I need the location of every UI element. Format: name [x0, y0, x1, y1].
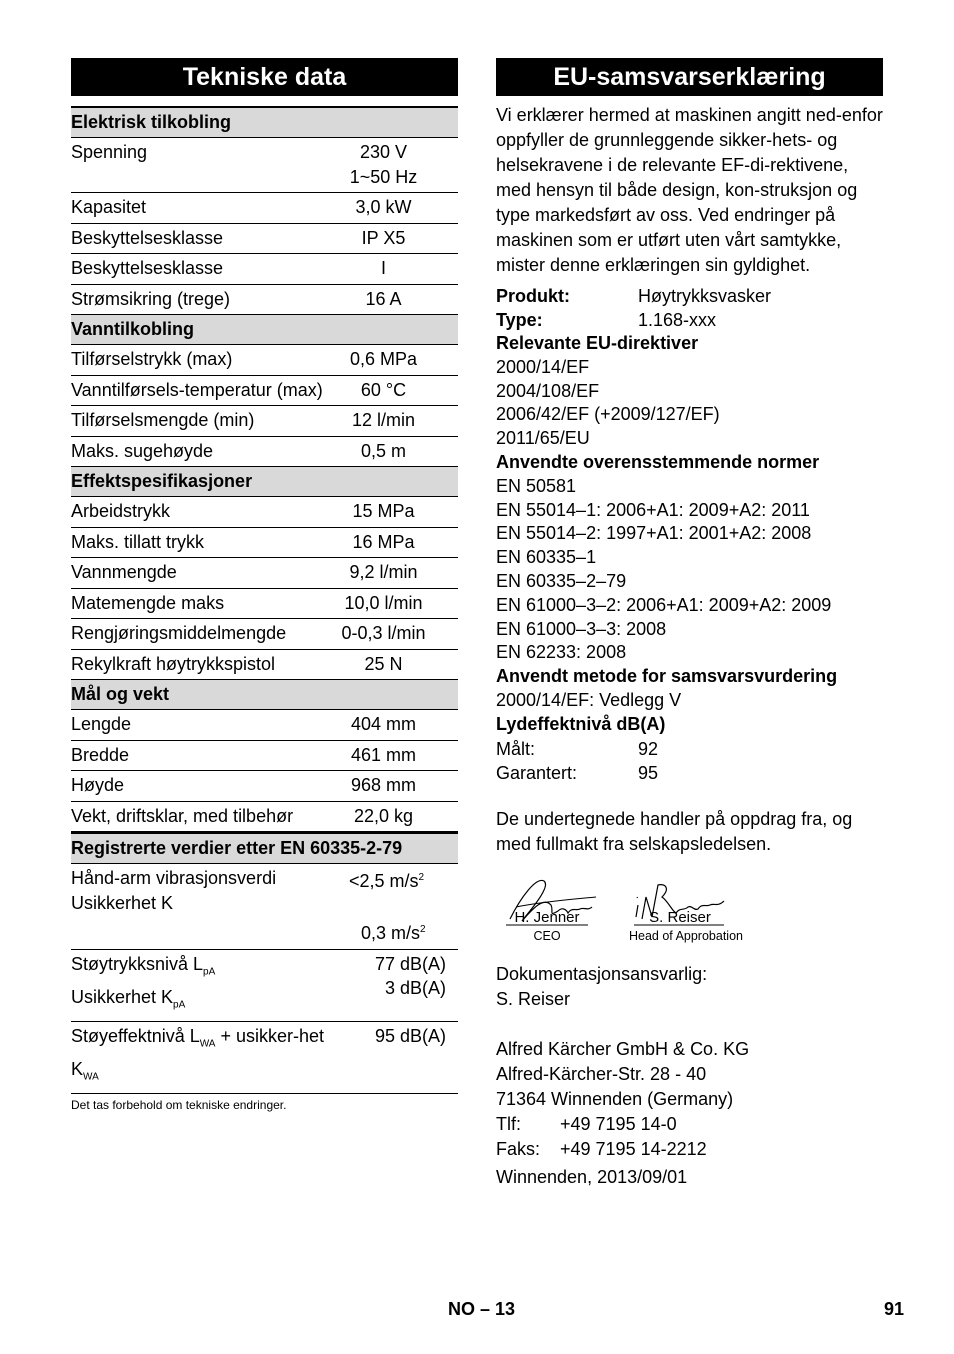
row-value: 3,0 kW	[355, 197, 412, 217]
row-value: 461 mm	[350, 744, 417, 765]
row-label: Maks. tillatt trykk	[71, 531, 205, 552]
table-row: Støyeffektnivå $L_{WA}$ + usikker-het $K_{WA}$ 95 dB(A)	[71, 1022, 458, 1094]
declaration-intro: Vi erklærer hermed at maskinen angitt ned-enfor oppfyller de grunnleggende sikker-hets- og helsekravene i de relevante EF-di-rektivene, med hensyn til både design, kon-struksjon og type markedsført av oss. Ved endringer på maskinen som er utført uten vårt samtykke, mister denne erklæringen sin gyldighet.	[496, 105, 883, 275]
table-row	[71, 285, 458, 316]
norms-heading: Anvendte overensstemmende normer	[496, 451, 820, 472]
list-item: 2004/108/EF	[496, 380, 600, 401]
list-item: EN 62233: 2008	[496, 642, 627, 663]
sound-heading: Lydeffektnivå dB(A)	[496, 713, 666, 734]
table-row	[71, 254, 458, 285]
table-row	[71, 589, 458, 620]
table-row	[71, 497, 458, 528]
row-label: Strømsikring (trege)	[71, 288, 231, 309]
table-row	[71, 224, 458, 255]
method-value: 2000/14/EF: Vedlegg V	[496, 689, 682, 710]
row-label: Beskyttelsesklasse	[71, 227, 224, 248]
table-row: Hånd-arm vibrasjonsverdi Usikkerhet K <2,5 $m/s^2$ 0,3 $m/s^2$	[71, 864, 458, 950]
row-value: 60 °C	[360, 379, 407, 400]
row-value: 968 mm	[350, 775, 417, 795]
fax-row: Faks: +49 7195 14-2212	[496, 1138, 707, 1159]
measured-row: Målt: 92	[496, 738, 659, 759]
row-label: Spenning	[71, 142, 148, 162]
registered-values-heading: Registrerte verdier etter EN 60335-2-79	[71, 832, 458, 864]
row-label: Lengde	[71, 714, 132, 734]
row-label: Kapasitet	[71, 197, 147, 217]
row-value: IP X5	[361, 227, 406, 248]
signer1-role: CEO	[533, 928, 561, 943]
list-item: 2011/65/EU	[496, 428, 590, 449]
row-value: 230 V 1~50 Hz	[349, 142, 418, 187]
row-label: Beskyttelsesklasse	[71, 258, 224, 278]
row-label: Bredde	[71, 744, 130, 765]
table-row	[71, 406, 458, 437]
row-value: 404 mm	[350, 714, 417, 734]
signature-block	[496, 867, 883, 959]
company-city: 71364 Winnenden (Germany)	[496, 1088, 734, 1109]
row-label: Vanntilførsels-temperatur (max)	[71, 379, 323, 400]
row-value: 0-0,3 l/min	[341, 623, 426, 643]
company-street: Alfred-Kärcher-Str. 28 - 40	[496, 1063, 707, 1084]
product-row: Produkt: Høytrykksvasker	[496, 286, 772, 306]
table-row	[71, 771, 458, 802]
table-row	[71, 619, 458, 650]
technical-data-table	[71, 106, 458, 832]
list-item: EN 50581	[496, 475, 577, 496]
table-row: Støytrykksnivå $L_{pA}$ Usikkerhet $K_{pA}$ 77 dB(A) 3 dB(A)	[71, 950, 458, 1022]
list-item: EN 61000–3–2: 2006+A1: 2009+A2: 2009	[496, 594, 832, 615]
section-heading: Vanntilkobling	[71, 315, 458, 345]
row-value: 0,5 m	[360, 440, 407, 461]
declaration-column	[496, 58, 883, 1190]
list-item: 2000/14/EF	[496, 356, 590, 377]
row-label: Tilførselsmengde (min)	[71, 410, 255, 430]
row-value: 0,6 MPa	[349, 349, 418, 369]
section-heading: Effektspesifikasjoner	[71, 467, 458, 497]
row-label: Maks. sugehøyde	[71, 440, 214, 461]
table-row	[71, 437, 458, 468]
list-item: 2006/42/EF (+2009/127/EF)	[496, 404, 720, 425]
list-item: EN 60335–1	[496, 547, 597, 568]
list-item: EN 55014–2: 1997+A1: 2001+A2: 2008	[496, 523, 812, 544]
guaranteed-row: Garantert: 95	[496, 762, 659, 783]
table-row	[71, 345, 458, 376]
row-value: 22,0 kg	[353, 805, 414, 826]
table-row	[71, 741, 458, 772]
row-label: Matemengde maks	[71, 592, 225, 613]
signer2-role: Head of Approbation	[629, 928, 743, 943]
phone-row: Tlf: +49 7195 14-0	[496, 1113, 677, 1134]
row-value: 16 MPa	[352, 531, 415, 552]
directives-heading: Relevante EU-direktiver	[496, 333, 699, 353]
row-value: 25 N	[364, 653, 403, 674]
norms-list	[496, 475, 883, 665]
page-number: 91	[884, 1299, 905, 1319]
row-value: 9,2 l/min	[349, 562, 418, 582]
row-label: Arbeidstrykk	[71, 501, 171, 521]
section-page-label: NO – 13	[448, 1299, 516, 1319]
table-row	[71, 376, 458, 407]
signers-text: De undertegnede handler på oppdrag fra, og med fullmakt fra selskapsledelsen.	[496, 808, 853, 854]
table-row	[71, 558, 458, 589]
table-row	[71, 710, 458, 741]
technical-changes-note: Det tas forbehold om tekniske endringer.	[71, 1097, 287, 1112]
table-row	[71, 138, 458, 193]
signer2-name: S. Reiser	[649, 908, 711, 926]
section-heading: Elektrisk tilkobling	[71, 108, 458, 138]
type-row: Type: 1.168-xxx	[496, 310, 717, 330]
table-row	[71, 650, 458, 681]
section-heading: Mål og vekt	[71, 680, 458, 710]
doc-responsible-name: S. Reiser	[496, 988, 571, 1009]
directives-list	[496, 356, 883, 451]
method-heading: Anvendt metode for samsvarsvurdering	[496, 666, 838, 687]
doc-responsible-label: Dokumentasjonsansvarlig:	[496, 963, 708, 984]
row-value: 10,0 l/min	[344, 592, 423, 613]
declaration-title: EU-samsvarserklæring	[496, 58, 883, 96]
company-name: Alfred Kärcher GmbH & Co. KG	[496, 1038, 750, 1059]
signer1-name: H. Jenner	[514, 908, 580, 926]
row-value: 15 MPa	[352, 501, 415, 521]
list-item: EN 60335–2–79	[496, 570, 627, 591]
technical-data-title: Tekniske data	[71, 58, 458, 96]
table-row	[71, 528, 458, 559]
row-label: Høyde	[71, 775, 125, 795]
row-value: 16 A	[365, 288, 402, 309]
table-row	[71, 802, 458, 833]
row-label: Rekylkraft høytrykkspistol	[71, 653, 276, 674]
list-item: EN 61000–3–3: 2008	[496, 618, 667, 639]
row-label: Rengjøringsmiddelmengde	[71, 623, 287, 643]
row-label: Vannmengde	[71, 562, 177, 582]
row-value: I	[380, 258, 386, 278]
row-value: 12 l/min	[351, 410, 416, 430]
technical-data-column	[71, 58, 458, 1112]
table-row	[71, 193, 458, 224]
row-label: Tilførselstrykk (max)	[71, 349, 233, 369]
list-item: EN 55014–1: 2006+A1: 2009+A2: 2011	[496, 499, 810, 520]
row-label: Vekt, driftsklar, med tilbehør	[71, 805, 294, 826]
place-date: Winnenden, 2013/09/01	[496, 1166, 688, 1187]
